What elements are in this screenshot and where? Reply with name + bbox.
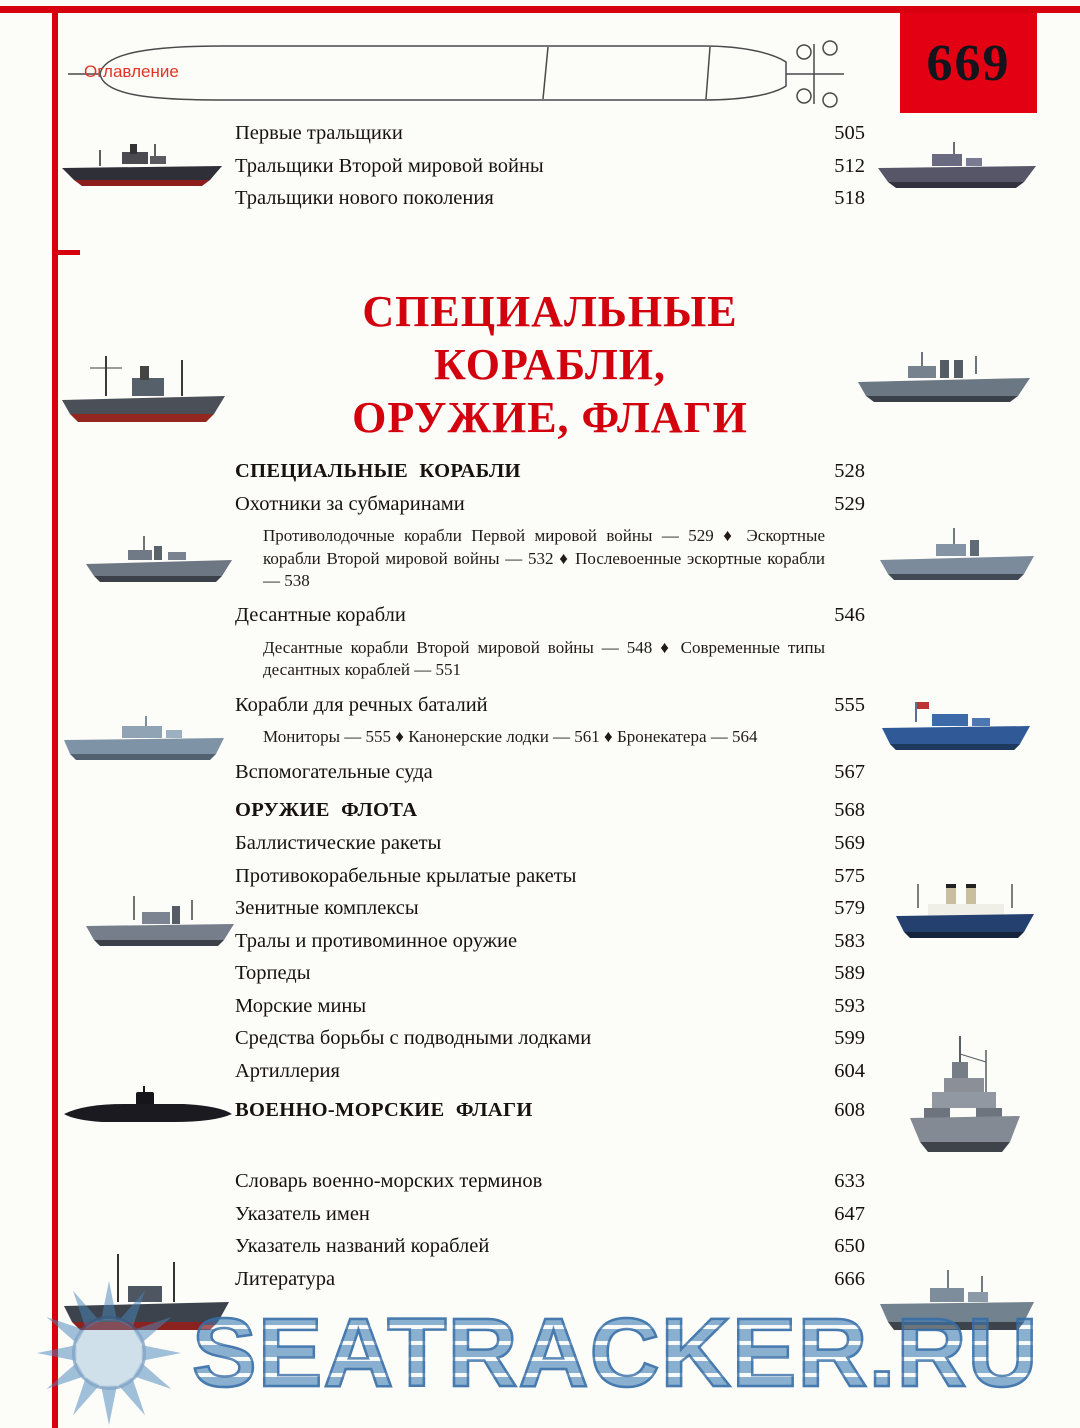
toc-page: 555 (834, 693, 865, 716)
minesweeper-icon (60, 140, 225, 196)
ship-illustration-left-5 (84, 894, 236, 954)
toc-page: 579 (834, 897, 865, 920)
toc-subentries: Мониторы — 555 ♦ Канонерские лодки — 561 ♦ Бронекатера — 564 (263, 727, 758, 747)
toc-title: Тралы и противоминное оружие (235, 929, 518, 952)
ship-illustration-left-6 (62, 1086, 234, 1130)
toc-page: 529 (834, 492, 865, 515)
toc-row (235, 761, 865, 785)
toc-page: 567 (834, 760, 865, 783)
toc-title: Торпеды (235, 962, 311, 985)
toc-page: 593 (834, 994, 865, 1017)
toc-row (235, 799, 865, 823)
page-number: 669 (926, 34, 1011, 92)
ship-illustration-right-7 (878, 1268, 1036, 1342)
left-red-rule (52, 6, 58, 1428)
toc-page: 583 (834, 929, 865, 952)
toc-page: 512 (834, 154, 865, 177)
toc-page: 650 (834, 1235, 865, 1258)
toc-page: 589 (834, 962, 865, 985)
ship-illustration-right-4 (880, 700, 1032, 760)
toc-title: Вспомогательные суда (235, 760, 433, 783)
section-title-line1: СПЕЦИАЛЬНЫЕ (362, 287, 738, 336)
toc-title: Охотники за субмаринами (235, 492, 465, 515)
toc-page: 568 (834, 799, 865, 822)
watermark-text: SEATRACKER.RU (192, 1298, 1039, 1407)
ship-illustration-right-2 (856, 350, 1032, 412)
toc-title: Противокорабельные крылатые ракеты (235, 864, 577, 887)
section-title (235, 286, 865, 444)
steamer-icon (60, 352, 228, 430)
toc-row (235, 1099, 865, 1123)
ocean-liner-icon (894, 878, 1036, 946)
toc-title: ОРУЖИЕ ФЛОТА (235, 799, 418, 822)
toc-title: ВОЕННО-МОРСКИЕ ФЛАГИ (235, 1098, 533, 1121)
toc-page: 505 (834, 122, 865, 144)
ship-illustration-right-5 (894, 878, 1036, 946)
section-title-line3: ОРУЖИЕ, ФЛАГИ (352, 392, 748, 442)
toc-row (235, 1268, 865, 1292)
landing-ship-icon (62, 714, 227, 766)
toc-title: Десантные корабли (235, 604, 406, 627)
toc-title: Зенитные комплексы (235, 897, 419, 920)
toc-page: 647 (834, 1202, 865, 1225)
toc-title: Морские мины (235, 994, 367, 1017)
toc-page: 575 (834, 864, 865, 887)
river-monitor-icon (880, 700, 1032, 760)
ship-illustration-left-4 (62, 714, 227, 766)
toc-title: Указатель названий кораблей (235, 1235, 490, 1258)
toc-title: СПЕЦИАЛЬНЫЕ КОРАБЛИ (235, 460, 521, 482)
toc-title: Литература (235, 1267, 336, 1290)
toc-title: Баллистические ракеты (235, 832, 442, 854)
toc-title: Тральщики нового поколения (235, 187, 494, 210)
toc-row (235, 460, 865, 484)
toc-row (235, 604, 865, 628)
ship-illustration-right-3 (878, 526, 1036, 588)
top-red-rule (0, 6, 1080, 13)
ship-illustration-right-1 (876, 140, 1038, 198)
toc-row (235, 865, 865, 889)
ship-illustration-left-3 (84, 534, 234, 590)
toc-page: 528 (834, 460, 865, 482)
toc-page: 604 (834, 1059, 865, 1082)
toc-page: 546 (834, 604, 865, 627)
toc-row (235, 832, 865, 856)
escort-ship-icon (878, 526, 1036, 588)
toc-page: 599 (834, 1027, 865, 1050)
toc-row (235, 995, 865, 1019)
toc-page: 518 (834, 187, 865, 210)
toc-title: Средства борьбы с подводными лодками (235, 1027, 592, 1050)
toc-row (235, 962, 865, 986)
section-title-line2: КОРАБЛИ, (433, 339, 667, 389)
toc-row (235, 1170, 865, 1194)
toc-title: Первые тральщики (235, 122, 403, 144)
frigate-icon (62, 1252, 232, 1338)
toc-end-list (235, 1170, 865, 1300)
toc-page: 666 (834, 1267, 865, 1290)
toc-page: 633 (834, 1170, 865, 1192)
toc-row (235, 122, 865, 146)
toc-row (235, 1203, 865, 1227)
ship-illustration-right-6 (902, 1032, 1028, 1166)
toc-title: Артиллерия (235, 1059, 340, 1082)
toc-row (235, 493, 865, 517)
toc-top-list (235, 122, 865, 220)
ship-illustration-left-1 (60, 140, 225, 196)
submarine-icon (62, 1086, 234, 1130)
toc-page: 608 (834, 1098, 865, 1121)
left-rule-notch (52, 250, 80, 255)
battleship-icon (902, 1032, 1028, 1166)
toc-title: Словарь военно-морских терминов (235, 1170, 543, 1192)
toc-row (235, 1235, 865, 1259)
destroyer-icon (856, 350, 1032, 412)
toc-page: 569 (834, 832, 865, 854)
toc-row (235, 187, 865, 211)
toc-main-list (235, 460, 865, 1131)
corvette-icon (878, 1268, 1036, 1342)
toc-row (235, 1060, 865, 1084)
toc-subentries: Десантные корабли Второй мировой войны — 548 ♦ Современные типы десантных кораблей — 551 (263, 638, 825, 680)
toc-row (235, 1027, 865, 1051)
toc-row (235, 930, 865, 954)
toc-title: Корабли для речных баталий (235, 693, 488, 716)
toc-row (235, 897, 865, 921)
page-number-badge (900, 13, 1037, 113)
destroyer-icon (84, 534, 234, 590)
ship-illustration-left-2 (60, 352, 228, 430)
toc-title: Тральщики Второй мировой войны (235, 154, 544, 177)
ship-illustration-left-7 (62, 1252, 232, 1338)
contents-label: Оглавление (84, 62, 179, 81)
toc-row (235, 155, 865, 179)
contents-torpedo-drawing (42, 36, 872, 112)
gunboat-icon (84, 894, 236, 954)
patrol-ship-icon (876, 140, 1038, 198)
toc-row (235, 694, 865, 718)
toc-title: Указатель имен (235, 1202, 370, 1225)
toc-subentries: Противолодочные корабли Первой мировой войны — 529 ♦ Эскортные корабли Второй мировой войны — 532 ♦ Послевоенные эскортные корабли — 538 (263, 526, 825, 590)
